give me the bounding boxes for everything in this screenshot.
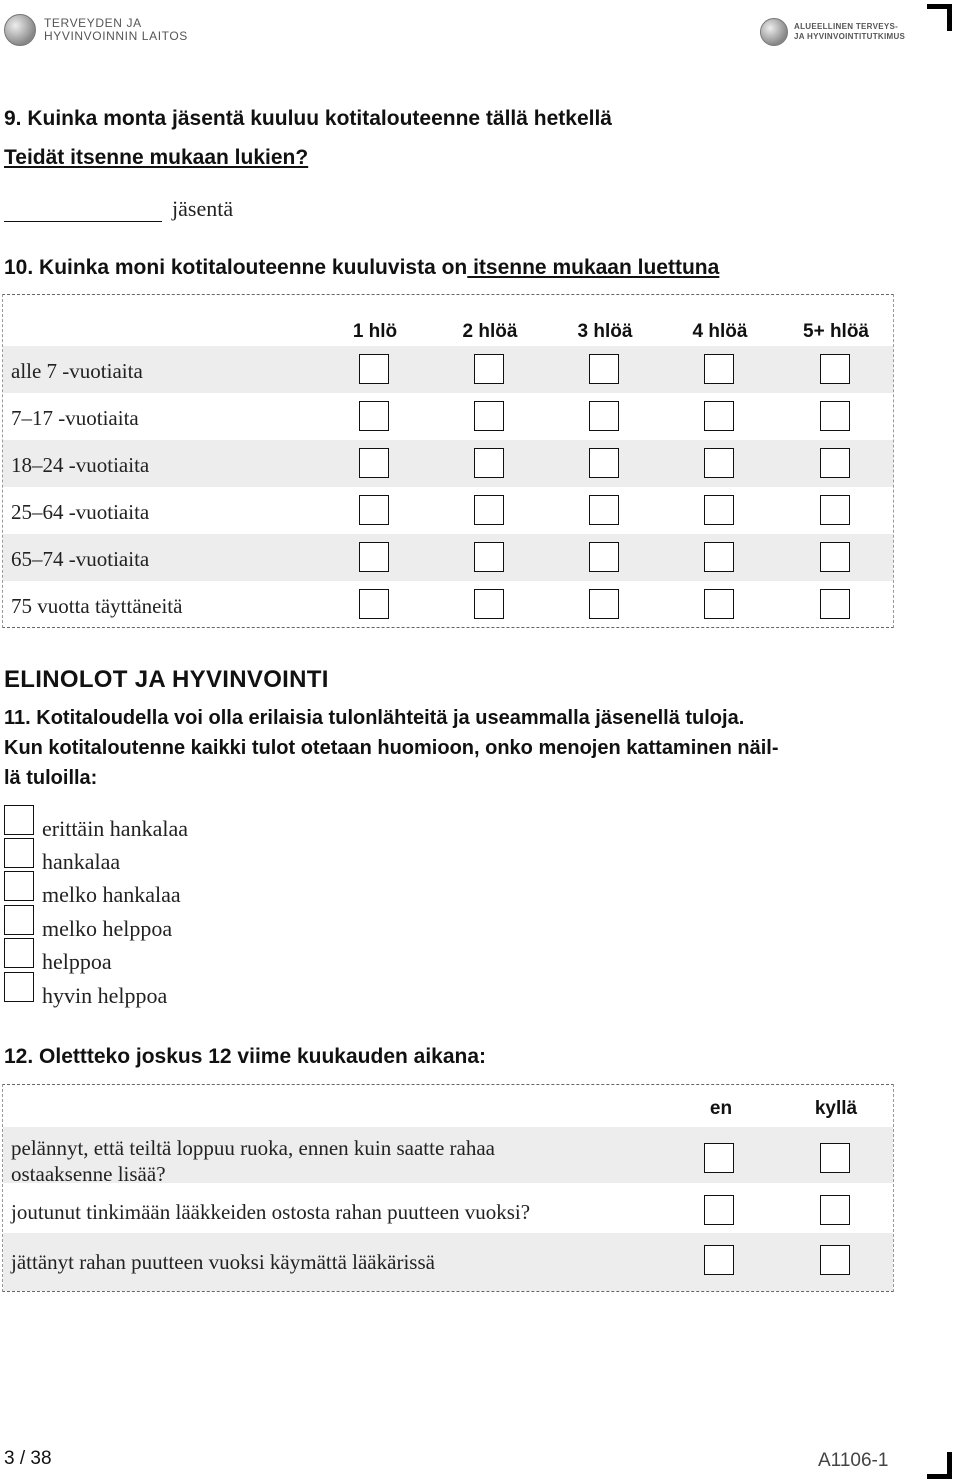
q10-col-3: 3 hlöä: [577, 321, 633, 342]
checkbox[interactable]: [704, 589, 734, 619]
checkbox[interactable]: [474, 448, 504, 478]
checkbox[interactable]: [359, 448, 389, 478]
checkbox[interactable]: [704, 1245, 734, 1275]
q10-title: [4, 256, 719, 280]
checkbox[interactable]: [820, 354, 850, 384]
checkbox[interactable]: [359, 354, 389, 384]
logo-right-line2: JA HYVINVOINTITUTKIMUS: [794, 32, 906, 41]
checkbox[interactable]: [704, 448, 734, 478]
q11-line1: 11. Kotitaloudella voi olla erilaisia tulonlähteitä ja useammalla jäsenellä tuloja.: [4, 707, 745, 729]
checkbox[interactable]: [704, 401, 734, 431]
q9-answer-field[interactable]: [4, 203, 162, 222]
q10-col-2: 2 hlöä: [462, 321, 518, 342]
q10-row-label: 7–17 -vuotiaita: [11, 406, 139, 430]
q10-col-5: 5+ hlöä: [803, 321, 869, 342]
q10-row-label: 65–74 -vuotiaita: [11, 547, 150, 571]
checkbox[interactable]: [820, 1195, 850, 1225]
q12-table: [2, 1084, 894, 1292]
checkbox[interactable]: [589, 354, 619, 384]
checkbox[interactable]: [820, 542, 850, 572]
checkbox[interactable]: [704, 354, 734, 384]
q11-option-label: hyvin helppoa: [42, 983, 168, 1008]
q9-line2: Teidät itsenne mukaan lukien?: [4, 146, 309, 169]
q10-row-label: 18–24 -vuotiaita: [11, 453, 150, 477]
checkbox[interactable]: [589, 448, 619, 478]
checkbox[interactable]: [589, 401, 619, 431]
checkbox[interactable]: [820, 1245, 850, 1275]
q10-row-label: 25–64 -vuotiaita: [11, 500, 150, 524]
q9-line1: 9. Kuinka monta jäsentä kuuluu kotitalouteenne tällä hetkellä: [4, 107, 612, 130]
q10-col-1: 1 hlö: [352, 321, 398, 342]
q10-title-underlined: itsenne mukaan luettuna: [467, 256, 720, 279]
q11-option-label: melko hankalaa: [42, 882, 181, 907]
checkbox[interactable]: [820, 401, 850, 431]
section-title: ELINOLOT JA HYVINVOINTI: [4, 666, 329, 693]
q11-option[interactable]: [4, 965, 167, 1009]
q9-answer: [4, 196, 233, 222]
q11-option-label: melko helppoa: [42, 916, 173, 941]
q12-row-label: joutunut tinkimään lääkkeiden ostosta rahan puutteen vuoksi?: [11, 1200, 531, 1224]
q11-option-label: hankalaa: [42, 849, 121, 874]
checkbox[interactable]: [474, 354, 504, 384]
q11-option-label: helppoa: [42, 949, 112, 974]
q10-col-4: 4 hlöä: [692, 321, 748, 342]
checkbox[interactable]: [704, 1195, 734, 1225]
q12-row-label: pelännyt, että teiltä loppuu ruoka, ennen kuin saatte rahaa ostaaksenne lisää?: [11, 1136, 495, 1186]
q10-table: [2, 294, 894, 628]
crop-mark-top-right: [927, 4, 952, 31]
checkbox[interactable]: [589, 542, 619, 572]
ath-logo-icon: [760, 18, 788, 46]
logo-right-line1: ALUEELLINEN TERVEYS-: [794, 22, 899, 31]
checkbox[interactable]: [4, 938, 34, 968]
checkbox[interactable]: [474, 401, 504, 431]
checkbox[interactable]: [820, 1143, 850, 1173]
q12-col-kylla: kyllä: [814, 1098, 858, 1119]
q9-answer-suffix: jäsentä: [172, 196, 234, 221]
checkbox[interactable]: [359, 542, 389, 572]
checkbox[interactable]: [820, 495, 850, 525]
crop-mark-bottom-right: [927, 1452, 952, 1479]
q12-col-en: en: [709, 1098, 733, 1119]
checkbox[interactable]: [359, 495, 389, 525]
ath-logo: [760, 18, 905, 46]
checkbox[interactable]: [589, 495, 619, 525]
q10-row-label: alle 7 -vuotiaita: [11, 359, 143, 383]
q12-row-label: jättänyt rahan puutteen vuoksi käymättä lääkärissä: [11, 1250, 435, 1274]
checkbox[interactable]: [704, 542, 734, 572]
checkbox[interactable]: [474, 542, 504, 572]
checkbox[interactable]: [474, 495, 504, 525]
page-number: 3 / 38: [4, 1448, 52, 1469]
checkbox[interactable]: [589, 589, 619, 619]
logo-left-line1: TERVEYDEN JA: [44, 16, 142, 30]
q11-line3: lä tuloilla:: [4, 767, 98, 789]
checkbox[interactable]: [820, 448, 850, 478]
q11-option-label: erittäin hankalaa: [42, 816, 188, 841]
checkbox[interactable]: [4, 972, 34, 1002]
thl-logo-icon: [4, 14, 36, 46]
thl-logo: [4, 14, 188, 46]
q11-line2: Kun kotitaloutenne kaikki tulot otetaan huomioon, onko menojen kattaminen näil-: [4, 737, 779, 759]
checkbox[interactable]: [704, 1143, 734, 1173]
form-code: A1106-1: [818, 1450, 889, 1471]
checkbox[interactable]: [359, 589, 389, 619]
checkbox[interactable]: [4, 871, 34, 901]
logo-left-line2: HYVINVOINNIN LAITOS: [44, 29, 188, 43]
checkbox[interactable]: [820, 589, 850, 619]
q10-title-prefix: 10. Kuinka moni kotitalouteenne kuuluvista on: [4, 256, 468, 279]
q10-row-label: 75 vuotta täyttäneitä: [11, 594, 183, 618]
checkbox[interactable]: [359, 401, 389, 431]
checkbox[interactable]: [704, 495, 734, 525]
checkbox[interactable]: [474, 589, 504, 619]
q12-title: 12. Olettteko joskus 12 viime kuukauden aikana:: [4, 1045, 487, 1068]
